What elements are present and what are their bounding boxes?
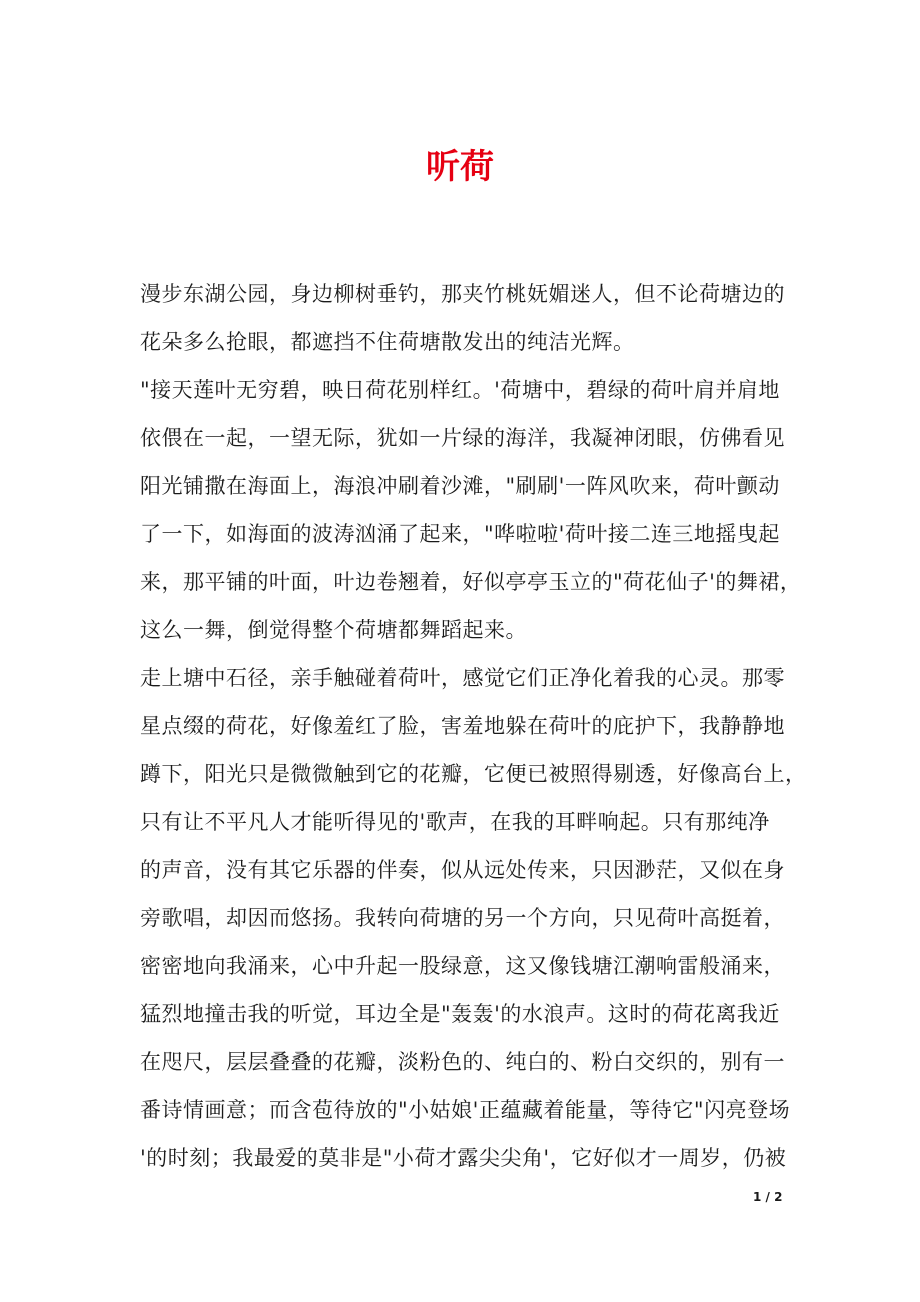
text-line: 来，那平铺的叶面，叶边卷翘着，好似亭亭玉立的"荷花仙子'的舞裙， bbox=[140, 570, 802, 594]
text-line: 只有让不平凡人才能听得见的'歌声，在我的耳畔响起。只有那纯净 bbox=[140, 810, 770, 834]
text-line: 猛烈地撞击我的听觉，耳边全是"轰轰'的水浪声。这时的荷花离我近 bbox=[140, 1002, 780, 1026]
text-line: 番诗情画意；而含苞待放的"小姑娘'正蕴藏着能量，等待它"闪亮登场 bbox=[140, 1098, 791, 1122]
text-line: 了一下，如海面的波涛汹涌了起来，"哗啦啦'荷叶接二连三地摇曳起 bbox=[140, 522, 780, 546]
page-title: 听荷 bbox=[426, 147, 494, 187]
text-line: 这么一舞，倒觉得整个荷塘都舞蹈起来。 bbox=[140, 618, 527, 642]
text-line: 的声音，没有其它乐器的伴奏，似从远处传来，只因渺茫，又似在身 bbox=[140, 858, 785, 882]
text-line: 花朵多么抢眼，都遮挡不住荷塘散发出的纯洁光辉。 bbox=[140, 330, 635, 354]
text-line: 密密地向我涌来，心中升起一股绿意，这又像钱塘江潮响雷般涌来， bbox=[140, 954, 785, 978]
text-line: 旁歌唱，却因而悠扬。我转向荷塘的另一个方向，只见荷叶高挺着， bbox=[140, 906, 785, 930]
text-line: 走上塘中石径，亲手触碰着荷叶，感觉它们正净化着我的心灵。那零 bbox=[140, 666, 785, 690]
text-line: 漫步东湖公园，身边柳树垂钓，那夹竹桃妩媚迷人，但不论荷塘边的 bbox=[140, 282, 785, 306]
text-line: 在咫尺，层层叠叠的花瓣，淡粉色的、纯白的、粉白交织的，别有一 bbox=[140, 1050, 785, 1074]
page-number: 1 / 2 bbox=[753, 1190, 783, 1204]
text-line: '的时刻；我最爱的莫非是"小荷才露尖尖角'，它好似才一周岁，仍被 bbox=[140, 1146, 787, 1170]
text-line: 依偎在一起，一望无际，犹如一片绿的海洋，我凝神闭眼，仿佛看见 bbox=[140, 426, 785, 450]
text-line: "接天莲叶无穷碧，映日荷花别样红。'荷塘中，碧绿的荷叶肩并肩地 bbox=[140, 378, 780, 402]
text-line: 阳光铺撒在海面上，海浪冲刷着沙滩，"刷刷'一阵风吹来，荷叶颤动 bbox=[140, 474, 780, 498]
text-line: 蹲下，阳光只是微微触到它的花瓣，它便已被照得剔透，好像高台上， bbox=[140, 762, 807, 786]
text-line: 星点缀的荷花，好像羞红了脸，害羞地躲在荷叶的庇护下，我静静地 bbox=[140, 714, 785, 738]
article-body bbox=[140, 270, 807, 1182]
